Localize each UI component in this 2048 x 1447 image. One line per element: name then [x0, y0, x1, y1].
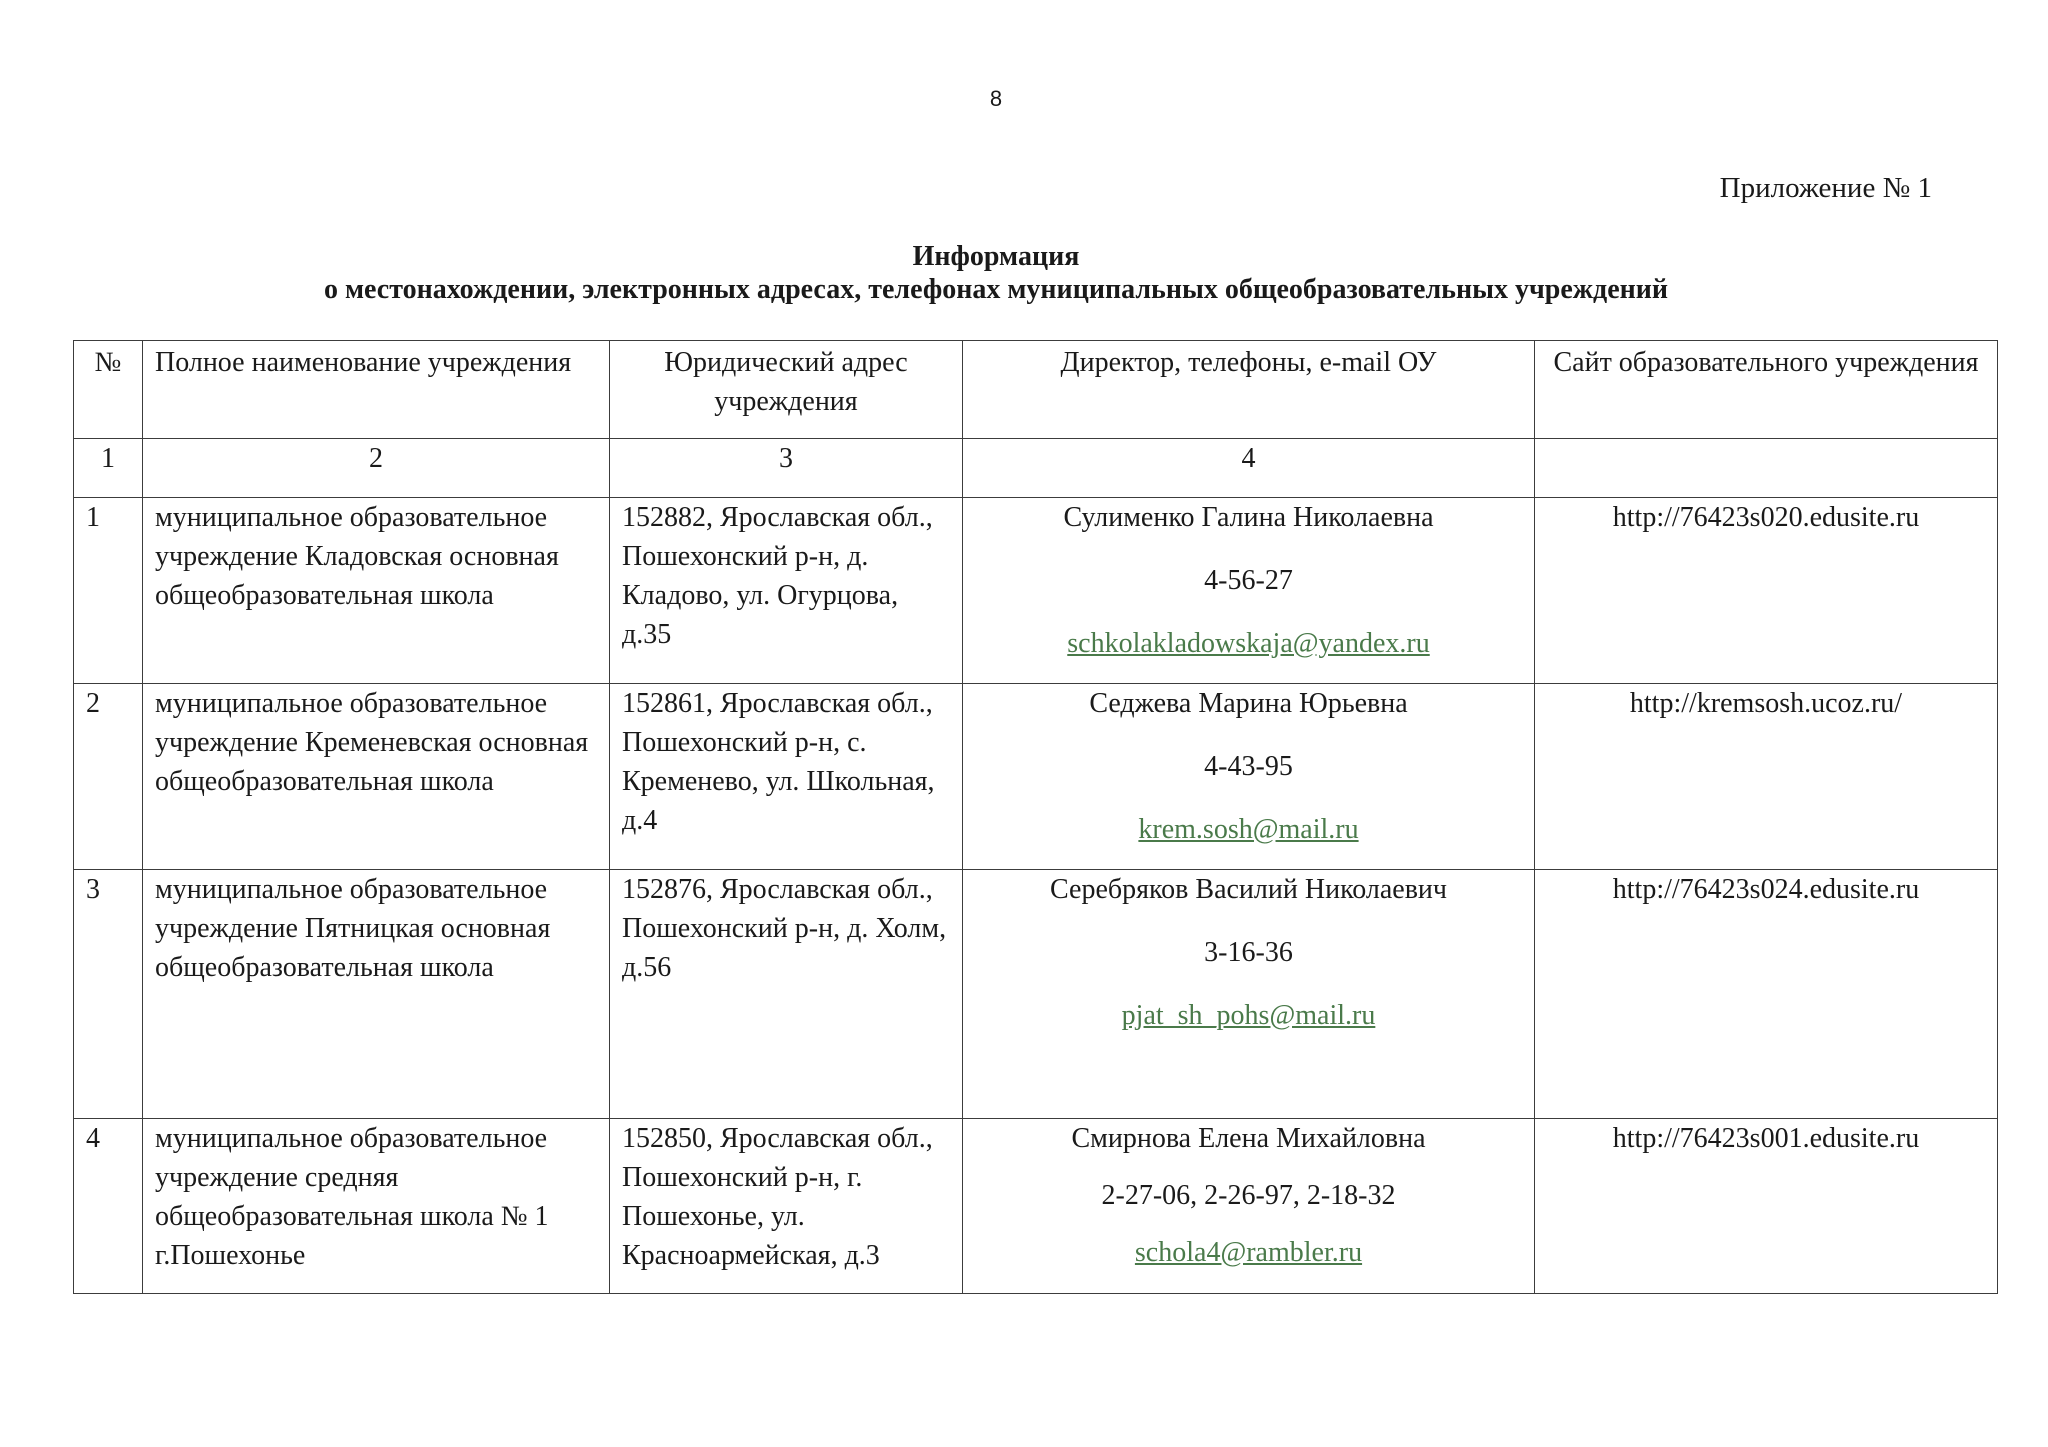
director-name: Седжева Марина Юрьевна — [1089, 688, 1408, 719]
school-name: муниципальное образовательное учреждение Кладовская основная общеобразовательная школа — [143, 498, 610, 684]
row-number: 3 — [74, 870, 143, 1119]
director-cell — [963, 684, 1535, 870]
title-line-1: Информация — [912, 241, 1080, 272]
schools-table — [73, 340, 1998, 1294]
site-url: http://76423s001.edusite.ru — [1535, 1119, 1998, 1294]
table-row — [74, 684, 1998, 870]
site-url: http://76423s020.edusite.ru — [1535, 498, 1998, 684]
director-cell — [963, 498, 1535, 684]
email-link[interactable]: krem.sosh@mail.ru — [1138, 814, 1359, 845]
column-number: 3 — [610, 439, 963, 498]
column-number: 4 — [963, 439, 1535, 498]
column-number: 2 — [143, 439, 610, 498]
table-row — [74, 1119, 1998, 1294]
director-cell — [963, 1119, 1535, 1294]
director-cell — [963, 870, 1535, 1119]
director-name: Сулименко Галина Николаевна — [1063, 502, 1434, 533]
school-address: 152861, Ярославская обл., Пошехонский р-н, с. Кременево, ул. Школьная, д.4 — [610, 684, 963, 870]
column-number — [1535, 439, 1998, 498]
school-name: муниципальное образовательное учреждение Кременевская основная общеобразовательная школа — [143, 684, 610, 870]
header-name: Полное наименование учреждения — [143, 341, 610, 439]
row-number: 1 — [74, 498, 143, 684]
row-number: 4 — [74, 1119, 143, 1294]
email-link[interactable]: schkolakladowskaja@yandex.ru — [1067, 628, 1430, 659]
director-phone: 3-16-36 — [1204, 937, 1293, 968]
director-phone: 4-43-95 — [1204, 751, 1293, 782]
document-title — [0, 240, 1992, 306]
director-phone: 2-27-06, 2-26-97, 2-18-32 — [1101, 1180, 1396, 1211]
page-number: 8 — [989, 86, 1003, 111]
director-phone: 4-56-27 — [1204, 565, 1293, 596]
site-url: http://76423s024.edusite.ru — [1535, 870, 1998, 1119]
header-no: № — [74, 341, 143, 439]
header-site: Сайт образовательного учреждения — [1535, 341, 1998, 439]
school-name: муниципальное образовательное учреждение средняя общеобразовательная школа № 1 г.Пошехонье — [143, 1119, 610, 1294]
header-address: Юридический адрес учреждения — [610, 341, 963, 439]
header-row — [74, 341, 1998, 439]
column-number-row — [74, 439, 1998, 498]
director-name: Серебряков Василий Николаевич — [1050, 874, 1447, 905]
column-number: 1 — [74, 439, 143, 498]
school-address: 152876, Ярославская обл., Пошехонский р-н, д. Холм, д.56 — [610, 870, 963, 1119]
email-link[interactable]: schola4@rambler.ru — [1134, 1237, 1363, 1268]
school-address: 152850, Ярославская обл., Пошехонский р-н, г. Пошехонье, ул. Красноармейская, д.3 — [610, 1119, 963, 1294]
header-director: Директор, телефоны, e-mail ОУ — [963, 341, 1535, 439]
school-name: муниципальное образовательное учреждение Пятницкая основная общеобразовательная школа — [143, 870, 610, 1119]
row-number: 2 — [74, 684, 143, 870]
title-line-2: о местонахождении, электронных адресах, телефонах муниципальных общеобразовательных учреждений — [323, 274, 1669, 305]
table-row — [74, 870, 1998, 1119]
email-link[interactable]: pjat_sh_pohs@mail.ru — [1121, 1000, 1376, 1031]
table-row — [74, 498, 1998, 684]
appendix-label: Приложение № 1 — [1719, 172, 1932, 204]
director-name: Смирнова Елена Михайловна — [1071, 1123, 1426, 1154]
school-address: 152882, Ярославская обл., Пошехонский р-н, д. Кладово, ул. Огурцова, д.35 — [610, 498, 963, 684]
site-url: http://kremsosh.ucoz.ru/ — [1535, 684, 1998, 870]
